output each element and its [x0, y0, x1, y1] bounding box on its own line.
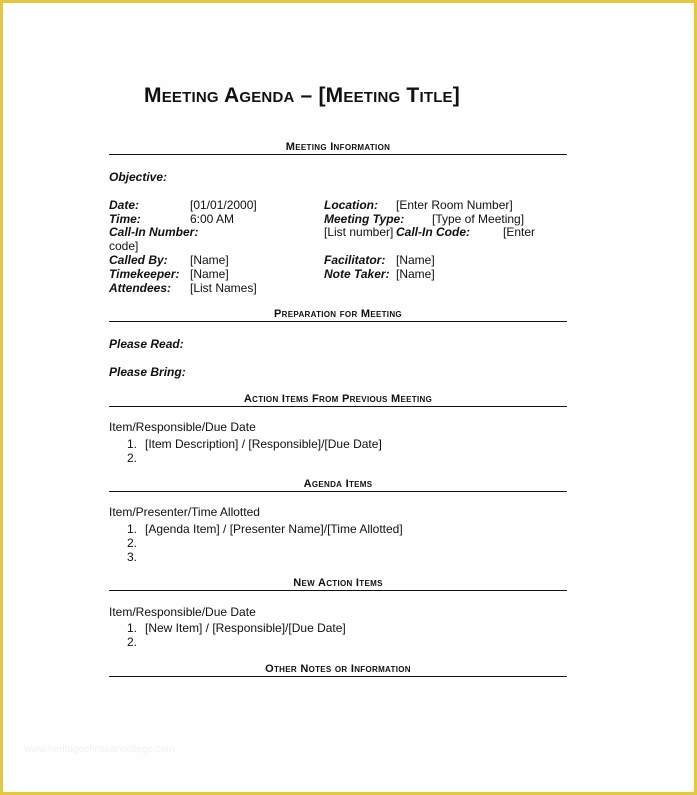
list-item-number: 2.	[127, 536, 138, 550]
callin-code-value-cont: code]	[109, 239, 139, 253]
section-header-other-notes: Other Notes or Information	[109, 663, 567, 677]
date-label: Date:	[109, 198, 140, 212]
called-by-label: Called By:	[109, 253, 168, 267]
callin-number-label: Call-In Number:	[109, 225, 199, 239]
timekeeper-value: [Name]	[190, 267, 229, 281]
list-item-number: 1.	[127, 437, 138, 451]
location-value: [Enter Room Number]	[396, 198, 513, 212]
please-read-label: Please Read:	[109, 337, 184, 351]
list-item: [Item Description] / [Responsible]/[Due Date]	[145, 437, 382, 451]
list-item-number: 2.	[127, 451, 138, 465]
list-item-number: 3.	[127, 550, 138, 564]
called-by-value: [Name]	[190, 253, 229, 267]
meeting-type-value: [Type of Meeting]	[432, 212, 525, 226]
section-header-new-action-items: New Action Items	[109, 577, 567, 591]
list-item: [New Item] / [Responsible]/[Due Date]	[145, 621, 346, 635]
agenda-items-column-header: Item/Presenter/Time Allotted	[109, 505, 260, 519]
previous-actions-column-header: Item/Responsible/Due Date	[109, 420, 256, 434]
objective-label: Objective:	[109, 170, 168, 184]
section-header-preparation: Preparation for Meeting	[109, 308, 567, 322]
facilitator-label: Facilitator:	[324, 253, 386, 267]
list-item-number: 1.	[127, 621, 138, 635]
list-item-number: 2.	[127, 635, 138, 649]
facilitator-value: [Name]	[396, 253, 435, 267]
watermark-text: www.heritagechristiancollege.com	[24, 744, 175, 755]
location-label: Location:	[324, 198, 378, 212]
section-header-meeting-information: Meeting Information	[109, 141, 567, 155]
list-item-number: 1.	[127, 522, 138, 536]
meeting-type-label: Meeting Type:	[324, 212, 405, 226]
attendees-label: Attendees:	[109, 281, 172, 295]
note-taker-label: Note Taker:	[324, 267, 390, 281]
note-taker-value: [Name]	[396, 267, 435, 281]
section-header-previous-action-items: Action Items From Previous Meeting	[109, 393, 567, 407]
callin-number-value: [List number]	[324, 225, 394, 239]
callin-code-value: [Enter	[503, 225, 536, 239]
date-value: [01/01/2000]	[190, 198, 257, 212]
attendees-value: [List Names]	[190, 281, 257, 295]
time-label: Time:	[109, 212, 141, 226]
time-value: 6:00 AM	[190, 212, 235, 226]
new-actions-column-header: Item/Responsible/Due Date	[109, 605, 256, 619]
document-title: Meeting Agenda – [Meeting Title]	[144, 84, 460, 107]
section-header-agenda-items: Agenda Items	[109, 478, 567, 492]
please-bring-label: Please Bring:	[109, 365, 186, 379]
list-item: [Agenda Item] / [Presenter Name]/[Time Allotted]	[145, 522, 403, 536]
timekeeper-label: Timekeeper:	[109, 267, 180, 281]
callin-code-label: Call-In Code:	[396, 225, 470, 239]
